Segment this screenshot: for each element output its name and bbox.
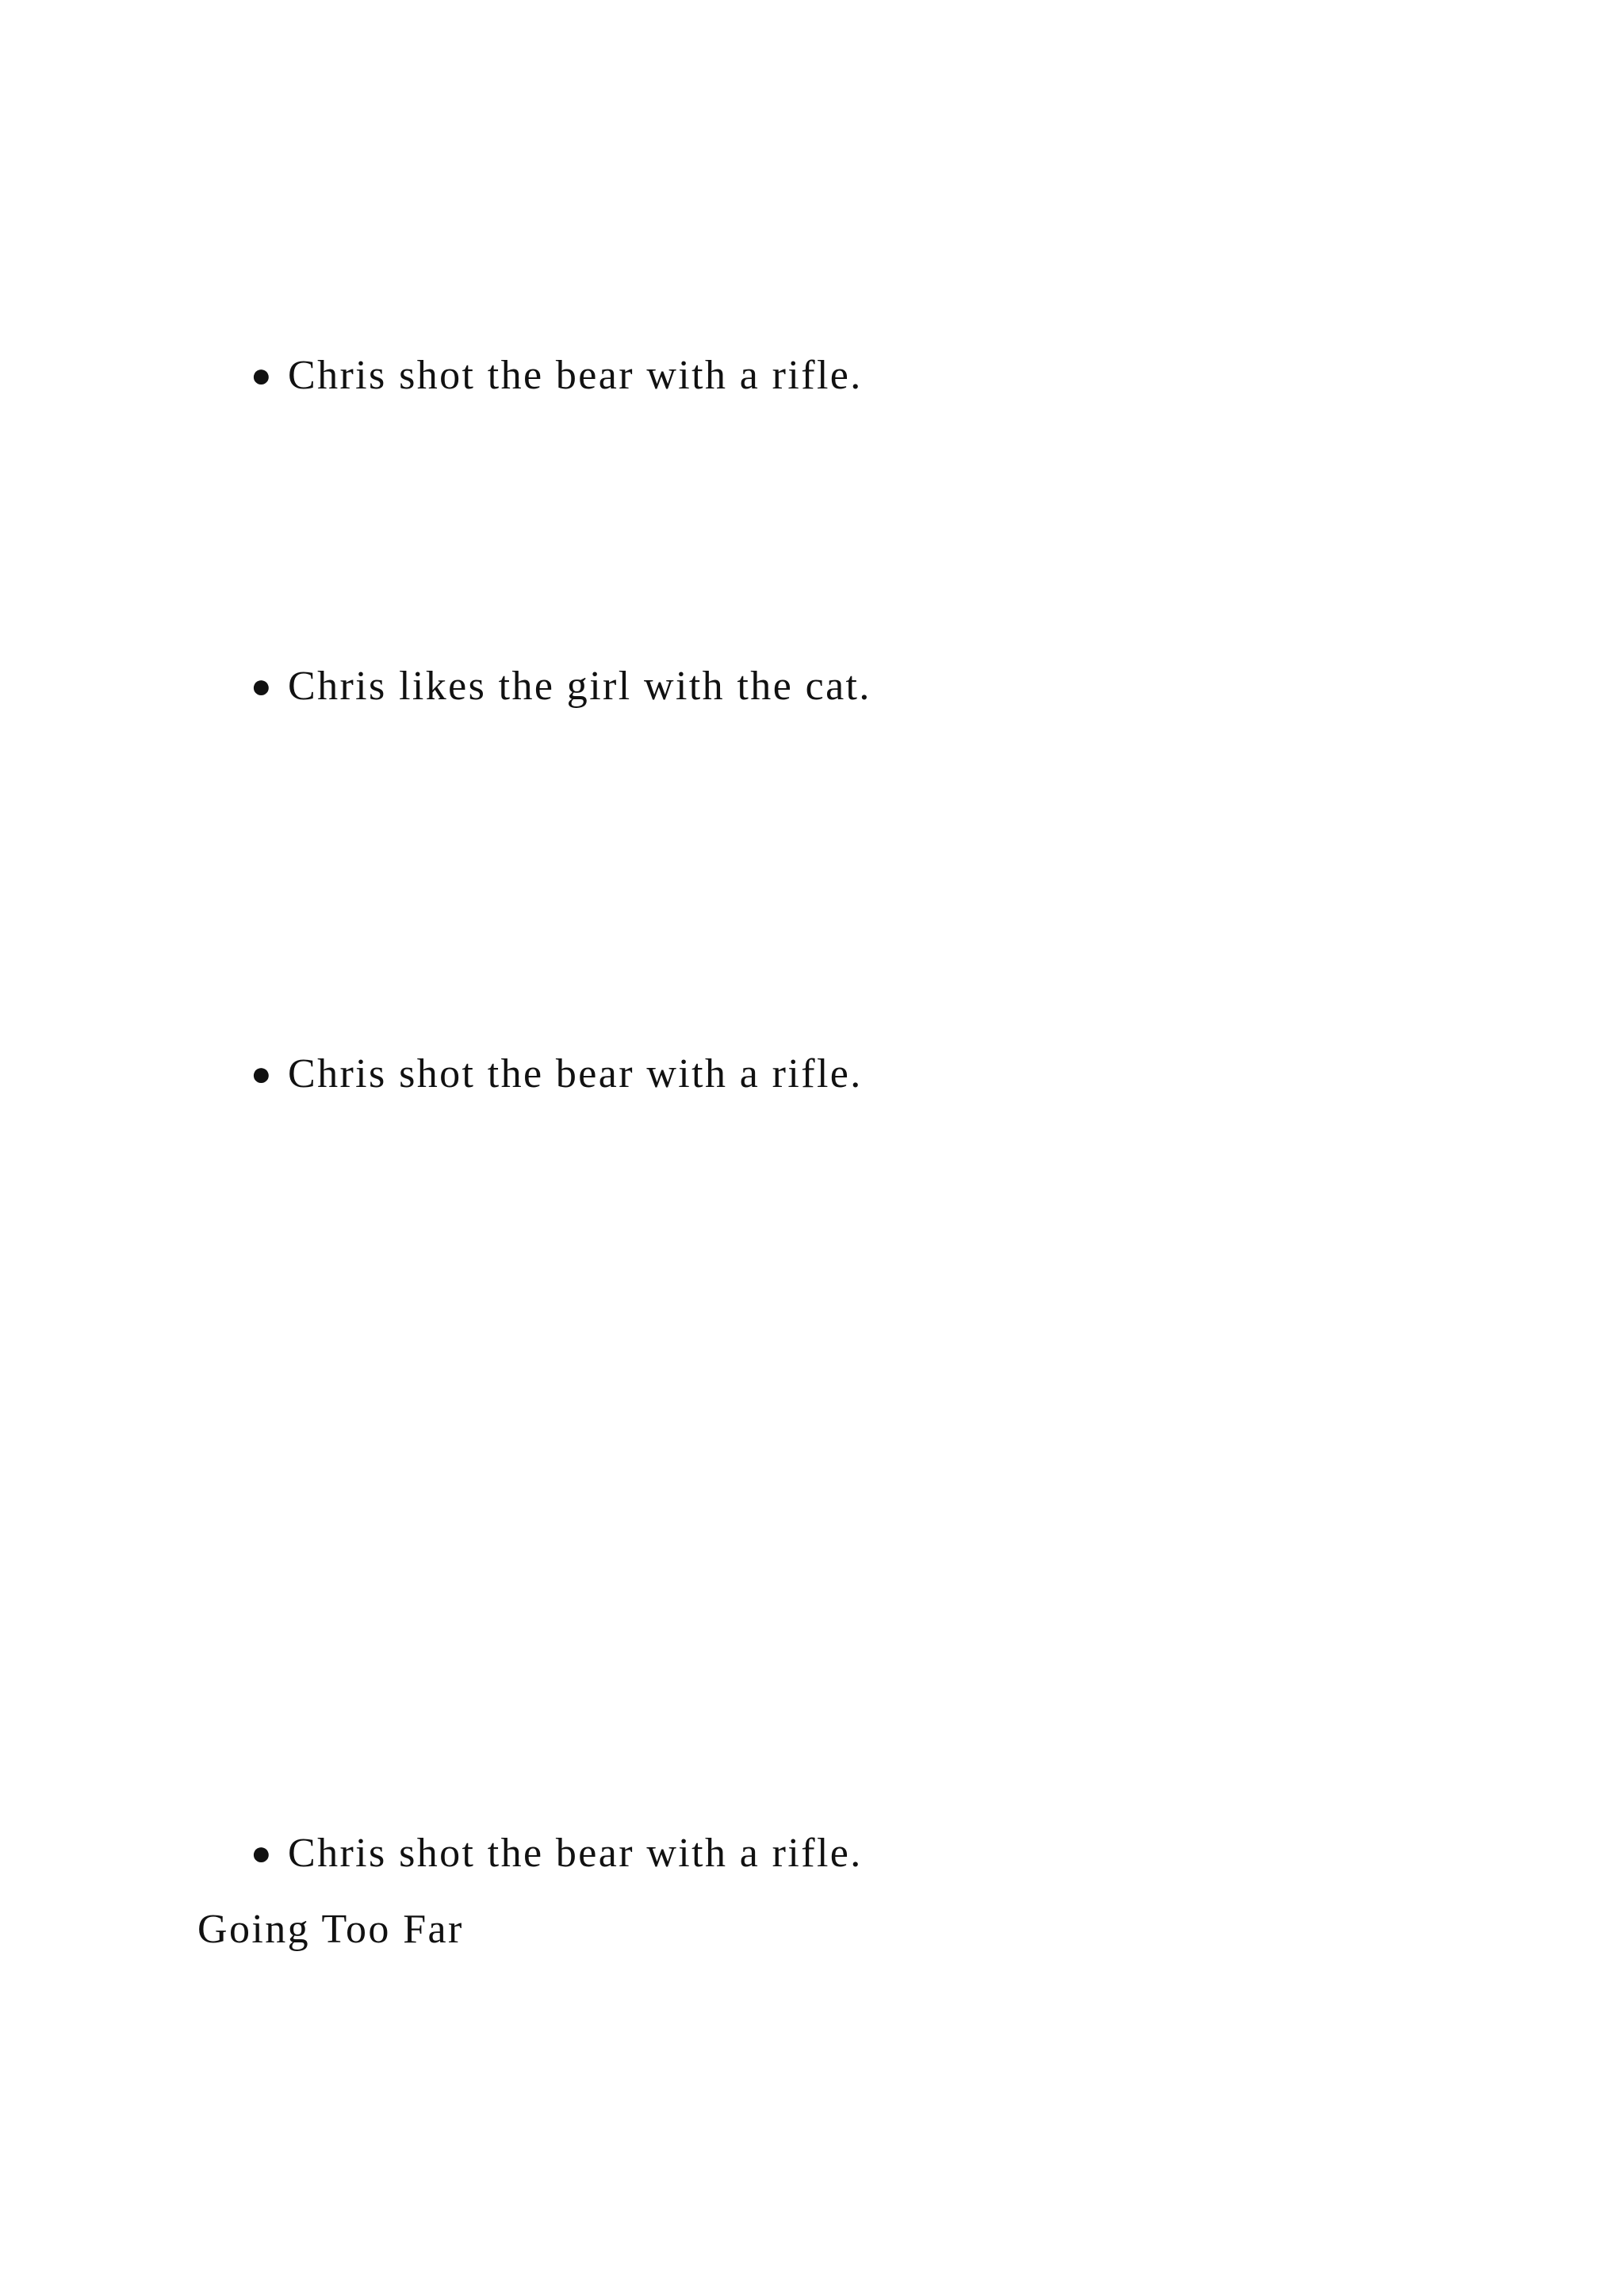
bullet-text: Chris shot the bear with a rifle. xyxy=(287,1051,863,1096)
bullet-icon: ● xyxy=(251,356,274,395)
section-text: Going Too Far xyxy=(197,1907,464,1952)
bullet-item xyxy=(251,1828,863,1879)
bullet-icon: ● xyxy=(251,1054,274,1093)
bullet-item xyxy=(251,1049,863,1100)
bullet-text: Chris likes the girl with the cat. xyxy=(287,664,871,709)
bullet-icon: ● xyxy=(251,1834,274,1873)
bullet-item xyxy=(251,350,863,401)
bullet-item xyxy=(251,661,871,712)
bullet-icon: ● xyxy=(251,667,274,706)
bullet-text: Chris shot the bear with a rifle. xyxy=(287,1831,863,1876)
bullet-text: Chris shot the bear with a rifle. xyxy=(287,353,863,398)
